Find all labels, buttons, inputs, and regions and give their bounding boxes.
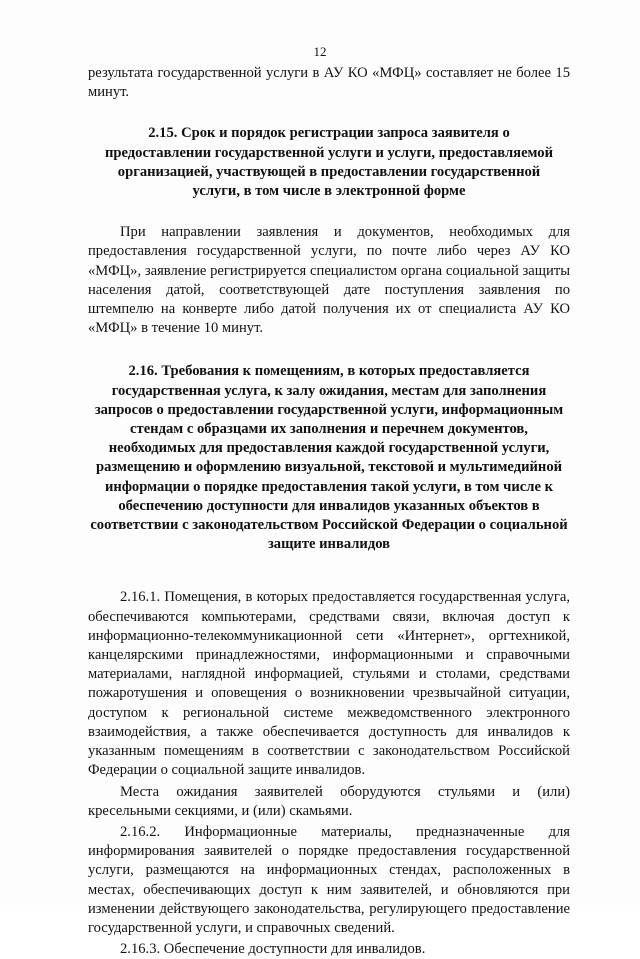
intro-paragraph: результата государственной услуги в АУ КО «МФЦ» составляет не более 15 минут. <box>88 65 570 101</box>
section-heading-2-15: 2.15. Срок и порядок регистрации запроса заявителя о предоставлении государственной услуги и услуги, предоставляемой организацией, участвующей в предоставлении государственной услуги, в том числе в электронной форме <box>104 125 554 200</box>
paragraph-waiting-places: Места ожидания заявителей оборудуются стульями и (или) кресельными секциями, и (или) скамьями. <box>88 783 570 819</box>
paragraph-2-16-1: 2.16.1. Помещения, в которых предоставляется государственная услуга, обеспечиваются компьютерами, средствами связи, включая доступ к информационно-телекоммуникационной сети «Интернет», оргтехникой, канцелярскими принадлежностями, информационными и справочными материалами, наглядной информацией, стульями и столами, средствами пожаротушения и оповещения о возникновении чрезвычайной ситуации, доступом к региональной системе межведомственного электронного взаимодействия, а также обеспечивается доступность для инвалидов к указанным помещениям в соответствии с законодательством Российской Федерации о социальной защите инвалидов. <box>88 589 570 779</box>
paragraph-2-16-2: 2.16.2. Информационные материалы, предназначенные для информирования заявителей о порядке предоставления государственной услуги, размещаются на информационных стендах, расположенных в местах, обеспечивающих доступ к ним заявителей, и обновляются при изменении действующего законодательства, регулирующего предоставление государственной услуги, и справочных сведений. <box>88 823 570 936</box>
paragraph-2-15: При направлении заявления и документов, необходимых для предоставления государственной услуги, по почте либо через АУ КО «МФЦ», заявление регистрируется специалистом органа социальной защиты населения датой, соответствующей дате поступления заявления по штемпелю на конверте либо датой получения их от специалиста АУ КО «МФЦ» в течение 10 минут. <box>88 224 570 337</box>
page-content <box>88 64 570 959</box>
section-heading-2-16: 2.16. Требования к помещениям, в которых предоставляется государственная услуга, к залу ожидания, местам для заполнения запросов о предоставлении государственной услуги, информационным стендам с образцами их заполнения и перечнем документов, необходимых для предоставления каждой государственной услуги, размещению и оформлению визуальной, текстовой и мультимедийной информации о порядке предоставления такой услуги, в том числе к обеспечению доступности для инвалидов указанных объектов в соответствии с законодательством Российской Федерации о социальной защите инвалидов <box>90 363 568 553</box>
paragraph-2-16-3: 2.16.3. Обеспечение доступности для инвалидов. <box>120 941 426 958</box>
page-number: 12 <box>313 44 327 59</box>
